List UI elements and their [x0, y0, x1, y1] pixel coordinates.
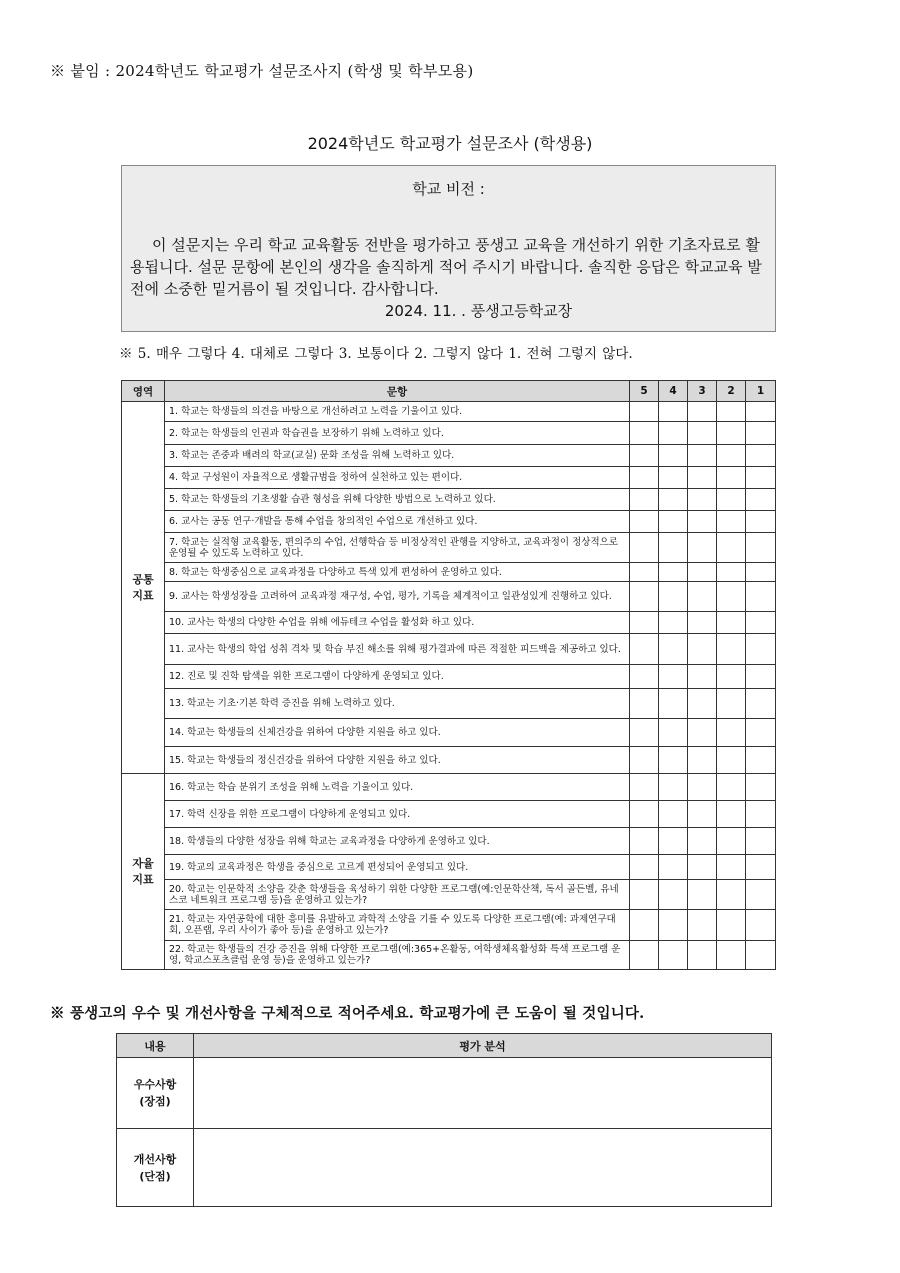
rating-cell-4[interactable]	[659, 719, 688, 747]
question-text: 7. 학교는 실적형 교육활동, 편의주의 수업, 선행학습 등 비정상적인 관행을 지양하고, 교육과정이 정상적으로 운영될 수 있도록 노력하고 있다.	[165, 533, 630, 563]
header-item: 문항	[165, 381, 630, 402]
header-score-5: 5	[630, 381, 659, 402]
question-text: 1. 학교는 학생들의 의견을 바탕으로 개선하려고 노력을 기울이고 있다.	[165, 402, 630, 422]
question-text: 3. 학교는 존중과 배려의 학교(교실) 문화 조성을 위해 노력하고 있다.	[165, 445, 630, 467]
rating-cell-3[interactable]	[688, 489, 717, 511]
question-text: 18. 학생들의 다양한 성장을 위해 학교는 교육과정을 다양하게 운영하고 있다.	[165, 828, 630, 855]
question-text: 12. 진로 및 진학 탐색을 위한 프로그램이 다양하게 운영되고 있다.	[165, 665, 630, 689]
rating-cell-5[interactable]	[630, 747, 659, 774]
rating-cell-2[interactable]	[717, 445, 746, 467]
rating-cell-2[interactable]	[717, 612, 746, 634]
table-row	[122, 855, 776, 880]
rating-cell-3[interactable]	[688, 563, 717, 582]
rating-cell-3[interactable]	[688, 612, 717, 634]
rating-cell-1[interactable]	[746, 747, 776, 774]
rating-cell-1[interactable]	[746, 689, 776, 719]
rating-cell-3[interactable]	[688, 828, 717, 855]
rating-cell-3[interactable]	[688, 689, 717, 719]
rating-cell-1[interactable]	[746, 665, 776, 689]
question-text: 2. 학교는 학생들의 인권과 학습권을 보장하기 위해 노력하고 있다.	[165, 422, 630, 445]
rating-cell-2[interactable]	[717, 747, 746, 774]
feedback-notice: ※ 풍생고의 우수 및 개선사항을 구체적으로 적어주세요. 학교평가에 큰 도움이 될 것입니다.	[50, 1005, 645, 1022]
rating-cell-1[interactable]	[746, 634, 776, 665]
rating-cell-3[interactable]	[688, 910, 717, 941]
rating-cell-2[interactable]	[717, 511, 746, 533]
table-row	[122, 582, 776, 612]
question-text: 17. 학력 신장을 위한 프로그램이 다양하게 운영되고 있다.	[165, 801, 630, 828]
rating-cell-1[interactable]	[746, 612, 776, 634]
rating-cell-3[interactable]	[688, 402, 717, 422]
rating-cell-2[interactable]	[717, 880, 746, 910]
question-text: 13. 학교는 기초·기본 학력 증진을 위해 노력하고 있다.	[165, 689, 630, 719]
question-text: 22. 학교는 학생들의 건강 증진을 위해 다양한 프로그램(예:365+온활동, 여학생체육활성화 특색 프로그램 운영, 학교스포츠클럽 운영 등)을 운영하고 있는가?	[165, 941, 630, 970]
rating-cell-5[interactable]	[630, 910, 659, 941]
rating-cell-4[interactable]	[659, 402, 688, 422]
table-row	[122, 489, 776, 511]
header-score-4: 4	[659, 381, 688, 402]
table-row	[122, 402, 776, 422]
rating-cell-4[interactable]	[659, 634, 688, 665]
rating-cell-4[interactable]	[659, 445, 688, 467]
rating-cell-3[interactable]	[688, 880, 717, 910]
rating-cell-5[interactable]	[630, 445, 659, 467]
table-row	[122, 563, 776, 582]
rating-cell-4[interactable]	[659, 774, 688, 801]
rating-cell-5[interactable]	[630, 774, 659, 801]
rating-cell-1[interactable]	[746, 910, 776, 941]
rating-cell-5[interactable]	[630, 563, 659, 582]
rating-scale-legend: ※ 5. 매우 그렇다 4. 대체로 그렇다 3. 보통이다 2. 그렇지 않다 1. 전혀 그렇지 않다.	[119, 346, 633, 362]
area-autonomous-indicators: 자율 지표	[122, 774, 165, 970]
rating-cell-4[interactable]	[659, 910, 688, 941]
rating-cell-3[interactable]	[688, 511, 717, 533]
rating-cell-1[interactable]	[746, 445, 776, 467]
table-row	[122, 801, 776, 828]
table-row	[122, 747, 776, 774]
rating-cell-1[interactable]	[746, 563, 776, 582]
rating-cell-4[interactable]	[659, 828, 688, 855]
rating-cell-5[interactable]	[630, 489, 659, 511]
strengths-label: 우수사항 (장점)	[117, 1058, 194, 1129]
survey-title: 2024학년도 학교평가 설문조사 (학생용)	[307, 134, 593, 153]
survey-table-header	[122, 381, 776, 402]
question-text: 8. 학교는 학생중심으로 교육과정을 다양하고 특색 있게 편성하여 운영하고 있다.	[165, 563, 630, 582]
rating-cell-2[interactable]	[717, 422, 746, 445]
rating-cell-3[interactable]	[688, 774, 717, 801]
rating-cell-5[interactable]	[630, 801, 659, 828]
rating-cell-2[interactable]	[717, 801, 746, 828]
question-text: 19. 학교의 교육과정은 학생을 중심으로 고르게 편성되어 운영되고 있다.	[165, 855, 630, 880]
table-row	[122, 533, 776, 563]
rating-cell-2[interactable]	[717, 828, 746, 855]
question-text: 5. 학교는 학생들의 기초생활 습관 형성을 위해 다양한 방법으로 노력하고 있다.	[165, 489, 630, 511]
rating-cell-1[interactable]	[746, 774, 776, 801]
rating-cell-3[interactable]	[688, 533, 717, 563]
question-text: 4. 학교 구성원이 자율적으로 생활규범을 정하여 실천하고 있는 편이다.	[165, 467, 630, 489]
table-row	[122, 665, 776, 689]
rating-cell-4[interactable]	[659, 880, 688, 910]
rating-cell-1[interactable]	[746, 828, 776, 855]
rating-cell-1[interactable]	[746, 402, 776, 422]
question-text: 15. 학교는 학생들의 정신건강을 위하여 다양한 지원을 하고 있다.	[165, 747, 630, 774]
rating-cell-1[interactable]	[746, 422, 776, 445]
rating-cell-2[interactable]	[717, 533, 746, 563]
rating-cell-1[interactable]	[746, 941, 776, 970]
rating-cell-4[interactable]	[659, 689, 688, 719]
rating-cell-5[interactable]	[630, 941, 659, 970]
rating-cell-5[interactable]	[630, 689, 659, 719]
strengths-row	[117, 1058, 772, 1129]
rating-cell-5[interactable]	[630, 665, 659, 689]
rating-cell-4[interactable]	[659, 563, 688, 582]
table-row	[122, 445, 776, 467]
attachment-line: ※ 붙임 : 2024학년도 학교평가 설문조사지 (학생 및 학부모용)	[50, 62, 474, 80]
header-score-1: 1	[746, 381, 776, 402]
table-row	[122, 941, 776, 970]
rating-cell-2[interactable]	[717, 665, 746, 689]
rating-cell-4[interactable]	[659, 612, 688, 634]
table-row	[122, 689, 776, 719]
rating-cell-4[interactable]	[659, 941, 688, 970]
school-vision: 학교 비전 :	[412, 180, 485, 198]
rating-cell-5[interactable]	[630, 855, 659, 880]
table-row	[122, 910, 776, 941]
rating-cell-2[interactable]	[717, 774, 746, 801]
rating-cell-2[interactable]	[717, 634, 746, 665]
rating-cell-2[interactable]	[717, 941, 746, 970]
rating-cell-2[interactable]	[717, 563, 746, 582]
rating-cell-5[interactable]	[630, 582, 659, 612]
question-text: 6. 교사는 공동 연구·개발을 통해 수업을 창의적인 수업으로 개선하고 있다.	[165, 511, 630, 533]
rating-cell-3[interactable]	[688, 582, 717, 612]
rating-cell-3[interactable]	[688, 634, 717, 665]
rating-cell-3[interactable]	[688, 445, 717, 467]
question-text: 21. 학교는 자연공학에 대한 흥미를 유발하고 과학적 소양을 기를 수 있도록 다양한 프로그램(예: 과제연구대회, 오픈랩, 우리 사이가 좋아 등)을 운영하고 있는가?	[165, 910, 630, 941]
intro-box	[121, 165, 776, 332]
rating-cell-5[interactable]	[630, 402, 659, 422]
rating-cell-3[interactable]	[688, 467, 717, 489]
rating-cell-5[interactable]	[630, 828, 659, 855]
rating-cell-4[interactable]	[659, 489, 688, 511]
intro-paragraph: 이 설문지는 우리 학교 교육활동 전반을 평가하고 풍생고 교육을 개선하기 위한 기초자료로 활용됩니다. 설문 문항에 본인의 생각을 솔직하게 적어 주시기 바랍니다. 솔직한 응답은 학교교육 발전에 소중한 밑거름이 될 것입니다. 감사합니다.	[130, 236, 762, 298]
table-row	[122, 880, 776, 910]
survey-table	[121, 380, 776, 970]
rating-cell-5[interactable]	[630, 880, 659, 910]
area-common-indicators: 공통 지표	[122, 402, 165, 774]
rating-cell-2[interactable]	[717, 467, 746, 489]
table-row	[122, 774, 776, 801]
rating-cell-1[interactable]	[746, 467, 776, 489]
rating-cell-5[interactable]	[630, 467, 659, 489]
rating-cell-4[interactable]	[659, 855, 688, 880]
signature: 2024. 11. . 풍생고등학교장	[384, 302, 573, 320]
rating-cell-5[interactable]	[630, 511, 659, 533]
rating-cell-3[interactable]	[688, 719, 717, 747]
improvements-answer-cell[interactable]	[194, 1129, 772, 1207]
rating-cell-3[interactable]	[688, 422, 717, 445]
header-content: 내용	[117, 1034, 194, 1058]
question-text: 14. 학교는 학생들의 신체건강을 위하여 다양한 지원을 하고 있다.	[165, 719, 630, 747]
rating-cell-4[interactable]	[659, 467, 688, 489]
rating-cell-1[interactable]	[746, 880, 776, 910]
question-text: 16. 학교는 학습 분위기 조성을 위해 노력을 기울이고 있다.	[165, 774, 630, 801]
rating-cell-5[interactable]	[630, 612, 659, 634]
rating-cell-4[interactable]	[659, 665, 688, 689]
table-row	[122, 612, 776, 634]
evaluation-table-header	[117, 1034, 772, 1058]
rating-cell-5[interactable]	[630, 422, 659, 445]
rating-cell-3[interactable]	[688, 665, 717, 689]
rating-cell-4[interactable]	[659, 422, 688, 445]
rating-cell-3[interactable]	[688, 747, 717, 774]
strengths-answer-cell[interactable]	[194, 1058, 772, 1129]
rating-cell-5[interactable]	[630, 719, 659, 747]
rating-cell-2[interactable]	[717, 719, 746, 747]
header-area: 영역	[122, 381, 165, 402]
evaluation-table	[116, 1033, 772, 1207]
question-text: 9. 교사는 학생성장을 고려하여 교육과정 재구성, 수업, 평가, 기록을 체계적이고 일관성있게 진행하고 있다.	[165, 582, 630, 612]
rating-cell-2[interactable]	[717, 582, 746, 612]
rating-cell-1[interactable]	[746, 719, 776, 747]
table-row	[122, 422, 776, 445]
rating-cell-1[interactable]	[746, 489, 776, 511]
rating-cell-1[interactable]	[746, 801, 776, 828]
improvements-row	[117, 1129, 772, 1207]
rating-cell-5[interactable]	[630, 634, 659, 665]
header-score-3: 3	[688, 381, 717, 402]
rating-cell-2[interactable]	[717, 402, 746, 422]
table-row	[122, 467, 776, 489]
rating-cell-3[interactable]	[688, 855, 717, 880]
rating-cell-1[interactable]	[746, 582, 776, 612]
question-text: 11. 교사는 학생의 학업 성취 격차 및 학습 부진 해소를 위해 평가결과에 따른 적절한 피드백을 제공하고 있다.	[165, 634, 630, 665]
improvements-label: 개선사항 (단점)	[117, 1129, 194, 1207]
rating-cell-2[interactable]	[717, 489, 746, 511]
question-text: 20. 학교는 인문학적 소양을 갖춘 학생들을 육성하기 위한 다양한 프로그램(예:인문학산책, 독서 골든벨, 유네스코 네트워크 프로그램 등)을 운영하고 있는가?	[165, 880, 630, 910]
rating-cell-2[interactable]	[717, 855, 746, 880]
rating-cell-5[interactable]	[630, 533, 659, 563]
table-row	[122, 634, 776, 665]
rating-cell-2[interactable]	[717, 910, 746, 941]
rating-cell-2[interactable]	[717, 689, 746, 719]
rating-cell-1[interactable]	[746, 533, 776, 563]
rating-cell-1[interactable]	[746, 511, 776, 533]
rating-cell-4[interactable]	[659, 582, 688, 612]
table-row	[122, 719, 776, 747]
question-text: 10. 교사는 학생의 다양한 수업을 위해 에듀테크 수업을 활성화 하고 있다.	[165, 612, 630, 634]
header-analysis: 평가 분석	[194, 1034, 772, 1058]
rating-cell-4[interactable]	[659, 747, 688, 774]
rating-cell-4[interactable]	[659, 801, 688, 828]
table-row	[122, 511, 776, 533]
header-score-2: 2	[717, 381, 746, 402]
rating-cell-3[interactable]	[688, 941, 717, 970]
rating-cell-4[interactable]	[659, 533, 688, 563]
rating-cell-4[interactable]	[659, 511, 688, 533]
table-row	[122, 828, 776, 855]
rating-cell-3[interactable]	[688, 801, 717, 828]
rating-cell-1[interactable]	[746, 855, 776, 880]
